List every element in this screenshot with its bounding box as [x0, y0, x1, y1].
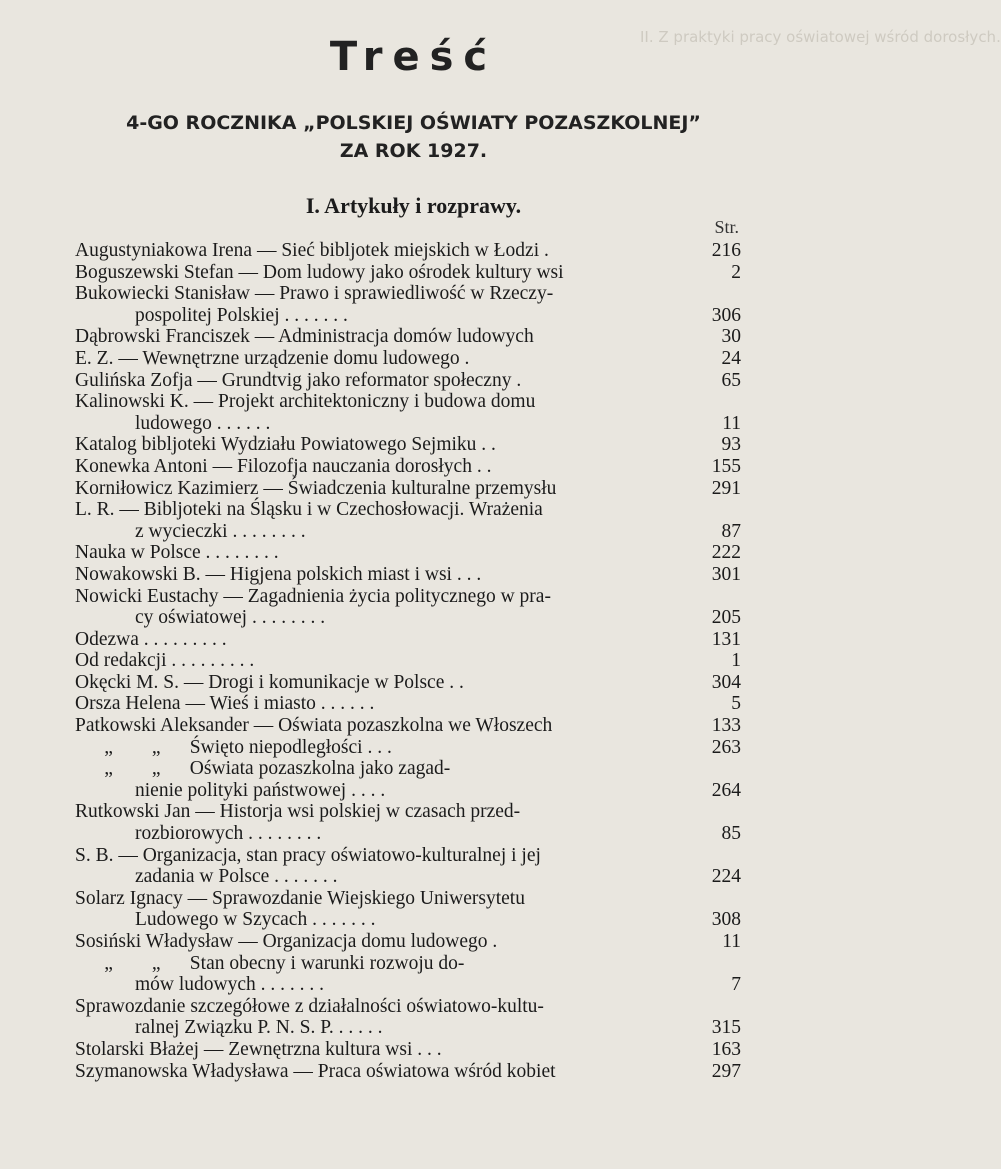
toc-entry — [75, 737, 741, 759]
toc-entry-page: 1 — [731, 650, 741, 672]
toc-entry — [75, 845, 741, 867]
toc-entry-page: 30 — [721, 326, 741, 348]
toc-entry-page: 7 — [731, 974, 741, 996]
toc-entry-page: 155 — [711, 455, 741, 477]
toc-entry-text: nienie polityki państwowej . . . . — [135, 779, 386, 801]
toc-entry-text: „ „ Święto niepodległości . . . — [75, 736, 392, 758]
toc-entry — [75, 499, 741, 521]
toc-entry-text: Nauka w Polsce . . . . . . . . — [75, 542, 279, 564]
toc-entry-page: 93 — [721, 434, 741, 456]
toc-entry-page: 264 — [711, 779, 741, 801]
toc-entry-text: ralnej Związku P. N. S. P. . . . . . — [135, 1017, 383, 1039]
toc-entry-page: 216 — [711, 240, 741, 261]
toc-entry — [75, 478, 741, 500]
toc-entry-text: z wycieczki . . . . . . . . — [135, 520, 306, 542]
page-subtitle-year: ZA ROK 1927. — [339, 140, 488, 162]
toc-entry-text: Korniłowicz Kazimierz — Świadczenia kulturalne przemysłu — [75, 477, 557, 499]
toc-entry — [75, 586, 741, 608]
toc-entry-page: 222 — [711, 542, 741, 564]
toc-entry — [75, 693, 741, 715]
toc-entry-text: Kalinowski K. — Projekt architektoniczny i budowa domu — [75, 391, 536, 413]
toc-entry — [75, 953, 741, 975]
toc-entry-text: Szymanowska Władysława — Praca oświatowa wśród kobiet — [75, 1060, 556, 1082]
toc-entry-text: Sosiński Władysław — Organizacja domu ludowego . — [75, 931, 498, 952]
toc-entry-text: pospolitej Polskiej . . . . . . . — [135, 304, 348, 326]
toc-entry — [75, 283, 741, 305]
toc-entry — [75, 370, 741, 392]
toc-entry — [75, 391, 741, 413]
toc-entry — [75, 629, 741, 651]
toc-entry-page: 263 — [711, 736, 741, 758]
toc-entry — [75, 801, 741, 823]
toc-entry — [75, 456, 741, 478]
toc-entry — [75, 564, 741, 586]
toc-entry — [75, 715, 741, 737]
toc-entry — [75, 758, 741, 780]
toc-entry-text: Dąbrowski Franciszek — Administracja domów ludowych — [75, 326, 534, 348]
toc-entry-page: 224 — [711, 866, 741, 888]
toc-entry-text: Nowakowski B. — Higjena polskich miast i wsi . . . — [75, 563, 482, 585]
toc-entry — [75, 974, 741, 996]
toc-entry — [75, 305, 741, 327]
toc-entry-text: Katalog bibljoteki Wydziału Powiatowego Sejmiku . . — [75, 434, 496, 456]
toc-entry-text: ludowego . . . . . . — [135, 412, 271, 434]
toc-entry-page: 131 — [711, 628, 741, 650]
toc-entry-text: Od redakcji . . . . . . . . . — [75, 650, 255, 672]
toc-entry — [75, 326, 741, 348]
toc-entry-page: 163 — [711, 1038, 741, 1060]
toc-entry — [75, 931, 741, 953]
toc-entry — [75, 866, 741, 888]
toc-entry-page: 205 — [711, 607, 741, 629]
toc-entry-text: Stolarski Błażej — Zewnętrzna kultura wsi . . . — [75, 1038, 442, 1060]
toc-entry-text: Solarz Ignacy — Sprawozdanie Wiejskiego Uniwersytetu — [75, 887, 525, 909]
toc-entry-text: Boguszewski Stefan — Dom ludowy jako ośrodek kultury wsi — [75, 261, 564, 283]
toc-entry — [75, 240, 741, 262]
toc-entry-text: Orsza Helena — Wieś i miasto . . . . . . — [75, 693, 375, 715]
toc-entry — [75, 909, 741, 931]
toc-entry-text: Rutkowski Jan — Historja wsi polskiej w czasach przed- — [75, 801, 521, 823]
toc-entry-page: 5 — [731, 693, 741, 715]
toc-entry — [75, 348, 741, 370]
toc-entry — [75, 1039, 741, 1061]
toc-entry — [75, 262, 741, 284]
toc-entry-page: 297 — [711, 1060, 741, 1082]
page-column-label: Str. — [714, 217, 739, 237]
toc-entry — [75, 780, 741, 802]
toc-entry-text: cy oświatowej . . . . . . . . — [135, 607, 326, 629]
toc-entry-text: Sprawozdanie szczegółowe z działalności oświatowo-kultu- — [75, 995, 544, 1017]
toc-entry-text: S. B. — Organizacja, stan pracy oświatowo-kulturalnej i jej — [75, 844, 541, 866]
toc-entry-text: Augustyniakowa Irena — Sieć bibljotek miejskich w Łodzi . — [75, 240, 549, 261]
toc-entry-text: L. R. — Bibljoteki na Śląsku i w Czechosłowacji. Wrażenia — [75, 499, 543, 521]
toc-entry-page: 308 — [711, 909, 741, 931]
toc-entry-page: 2 — [731, 261, 741, 283]
toc-entry-text: „ „ Oświata pozaszkolna jako zagad- — [75, 758, 451, 780]
toc-entry-text: zadania w Polsce . . . . . . . — [135, 866, 338, 888]
page-title: Treść — [329, 34, 498, 80]
toc-entry — [75, 888, 741, 910]
section-heading: I. Artykuły i rozprawy. — [305, 193, 522, 218]
toc-entry-page: 301 — [711, 563, 741, 585]
toc-entry — [75, 650, 741, 672]
toc-entry-text: Konewka Antoni — Filozofja nauczania dorosłych . . — [75, 455, 492, 477]
toc-entry-text: Gulińska Zofja — Grundtvig jako reformator społeczny . — [75, 369, 522, 391]
toc-entry — [75, 607, 741, 629]
toc-entry-text: mów ludowych . . . . . . . — [135, 974, 325, 996]
toc-entry — [75, 413, 741, 435]
toc-entry-page: 24 — [721, 347, 741, 369]
toc-entry — [75, 1017, 741, 1039]
toc-entry-text: Patkowski Aleksander — Oświata pozaszkolna we Włoszech — [75, 715, 553, 737]
toc-entry-page: 315 — [711, 1017, 741, 1039]
toc-entry — [75, 521, 741, 543]
toc-entry-text: „ „ Stan obecny i warunki rozwoju do- — [75, 952, 465, 974]
toc-entry-page: 11 — [722, 931, 741, 952]
bleed-through-text: II. Z praktyki pracy oświatowej wśród dorosłych. — [640, 28, 1001, 46]
toc-entry-text: Bukowiecki Stanisław — Prawo i sprawiedliwość w Rzeczy- — [75, 283, 554, 305]
toc-entry-list — [75, 240, 741, 1082]
toc-entry-page: 87 — [721, 520, 741, 542]
toc-entry — [75, 823, 741, 845]
toc-entry-page: 65 — [721, 369, 741, 391]
toc-entry-page: 306 — [711, 304, 741, 326]
page-subtitle: 4-GO ROCZNIKA „POLSKIEJ OŚWIATY POZASZKOLNEJ” — [126, 112, 701, 134]
toc-entry-text: Okęcki M. S. — Drogi i komunikacje w Polsce . . — [75, 671, 464, 693]
toc-entry-text: Ludowego w Szycach . . . . . . . — [135, 909, 376, 931]
toc-entry-page: 133 — [711, 715, 741, 737]
toc-entry-page: 85 — [721, 823, 741, 845]
toc-entry — [75, 672, 741, 694]
toc-entry — [75, 1061, 741, 1083]
toc-entry-text: rozbiorowych . . . . . . . . — [135, 823, 322, 845]
toc-entry — [75, 542, 741, 564]
toc-entry — [75, 996, 741, 1018]
toc-entry — [75, 434, 741, 456]
toc-entry-page: 11 — [722, 412, 741, 434]
toc-entry-text: E. Z. — Wewnętrzne urządzenie domu ludowego . — [75, 347, 470, 369]
toc-entry-page: 291 — [711, 477, 741, 499]
toc-entry-text: Nowicki Eustachy — Zagadnienia życia politycznego w pra- — [75, 585, 551, 607]
toc-entry-text: Odezwa . . . . . . . . . — [75, 628, 227, 650]
toc-entry-page: 304 — [711, 671, 741, 693]
